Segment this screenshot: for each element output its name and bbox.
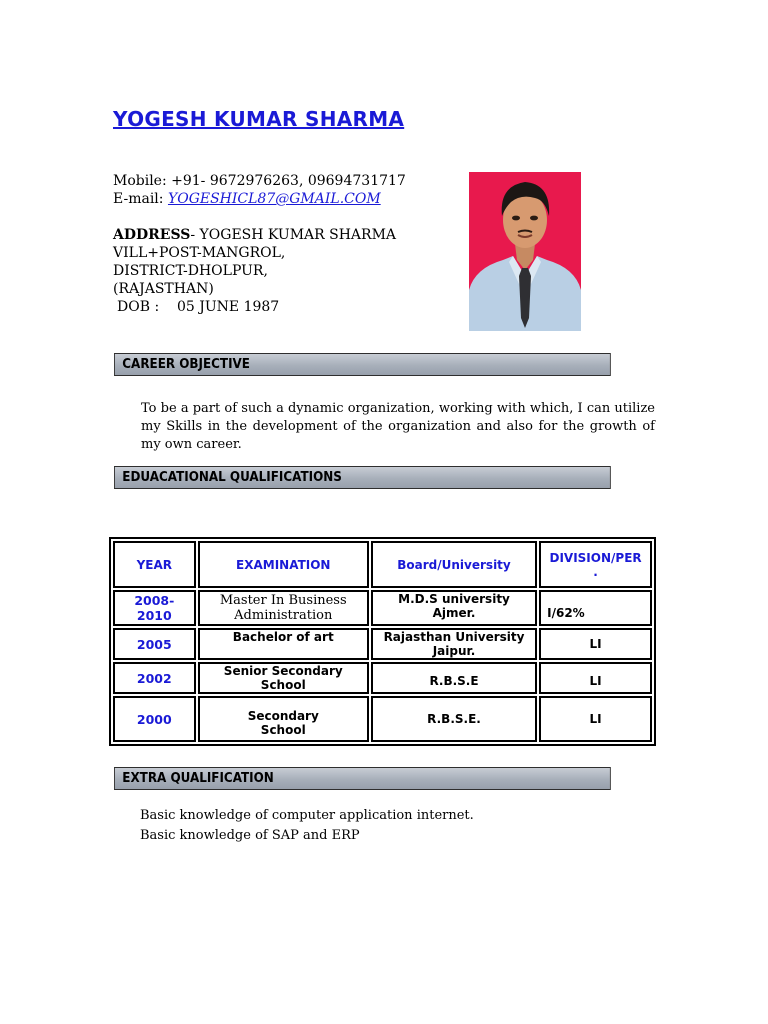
row-examination-line-1: Master In Business [219,593,347,608]
career-objective-heading: CAREER OBJECTIVE [114,353,611,376]
header-division-line-1: DIVISION/PER [549,550,642,565]
table-row [113,590,652,626]
email-label: E-mail: [113,191,164,207]
row-division: LI [539,662,652,694]
row-board: R.B.S.E [371,662,537,694]
row-year: 2002 [113,662,196,694]
row-year: 2005 [113,628,196,660]
row-division: I/62% [539,590,652,626]
email-link[interactable]: YOGESHICL87@GMAIL.COM [167,191,381,207]
dob-label: DOB : [117,299,160,315]
educational-qualifications-heading: EDUACATIONAL QUALIFICATIONS [114,466,611,489]
candidate-name: YOGESH KUMAR SHARMA [113,107,405,131]
header-year: YEAR [113,541,196,588]
address-line-2: VILL+POST-MANGROL, [113,245,286,261]
row-year: 2000 [113,696,196,742]
row-board [371,628,537,660]
row-division: LI [539,628,652,660]
row-year [113,590,196,626]
dob-value: 05 JUNE 1987 [176,299,280,315]
address-label: ADDRESS [113,227,191,243]
row-division: LI [539,696,652,742]
extra-item: Basic knowledge of SAP and ERP [140,828,360,843]
row-examination-line-2: School [260,678,306,692]
email-line [113,190,381,208]
header-board: Board/University [371,541,537,588]
address-name: - YOGESH KUMAR SHARMA [190,227,397,243]
address-line-4: (RAJASTHAN) [113,281,214,297]
row-board-line-2: Jaipur. [432,644,476,658]
row-examination-line-1: Secondary [247,709,319,723]
row-board [371,590,537,626]
row-board-line-1: M.D.S university [398,592,510,606]
row-examination [198,590,369,626]
extra-qualification-heading: EXTRA QUALIFICATION [114,767,611,790]
row-board-line-1: Rajasthan University [383,630,525,644]
qualifications-table [109,537,656,746]
profile-photo [469,172,581,331]
row-examination: Bachelor of art [198,628,369,660]
table-row [113,662,652,694]
header-examination: EXAMINATION [198,541,369,588]
address-line-1 [113,226,396,244]
extra-item: Basic knowledge of computer application internet. [140,808,474,823]
row-examination [198,662,369,694]
mobile-line [113,172,406,190]
row-examination-line-2: Administration [234,608,333,623]
mobile-value: +91- 9672976263, 09694731717 [171,173,406,189]
row-year-line-1: 2008- [134,593,175,608]
row-examination [198,696,369,742]
row-board: R.B.S.E. [371,696,537,742]
dob-line [117,298,279,316]
header-division [539,541,652,588]
header-division-line-2: . [593,564,598,579]
person-portrait-icon [469,172,581,331]
row-year-line-2: 2010 [136,608,172,623]
table-header-row [113,541,652,588]
row-examination-line-2: School [260,723,306,737]
row-examination-line-1: Senior Secondary [223,664,343,678]
mobile-label: Mobile: [113,173,167,189]
table-row [113,628,652,660]
address-line-3: DISTRICT-DHOLPUR, [113,263,268,279]
objective-text: To be a part of such a dynamic organization, working with which, I can utilize my Skills in the development of the organization and also for the growth of my own career. [141,401,655,452]
table-row [113,696,652,742]
row-board-line-2: Ajmer. [432,606,476,620]
